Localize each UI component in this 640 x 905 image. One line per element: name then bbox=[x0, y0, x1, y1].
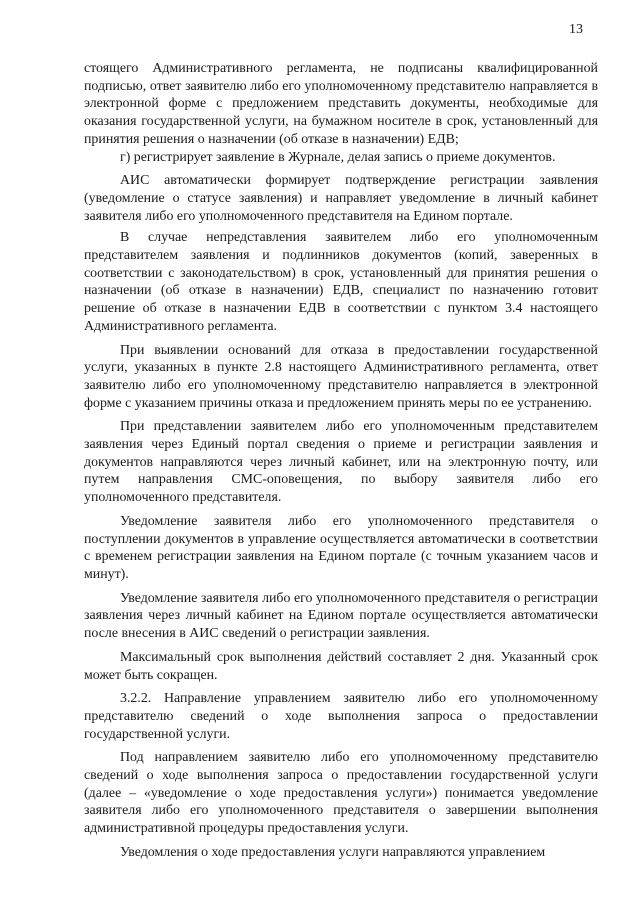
paragraph-continuation: стоящего Административного регламента, не подписаны квалифицированной подписью, ответ заявителю либо его уполномоченному представителю направляется в электронной форме с предложением представить документы, необходимые для оказания государственной услуги, на бумажном носителе в срок, установленный для принятия решения о назначении (об отказе в назначении) ЕДВ; bbox=[84, 61, 598, 147]
paragraph-receipt-notification: Уведомление заявителя либо его уполномоченного представителя о поступлении документов в управление осуществляется автоматически в соответствии с временем регистрации заявления на Едином портале (с точным указанием часов и минут). bbox=[84, 513, 598, 582]
paragraph-progress-notifications: Уведомления о ходе предоставления услуги направляются управлением bbox=[120, 844, 546, 860]
paragraph-refusal-grounds: При выявлении оснований для отказа в предоставлении государственной услуги, указанных в пункте 2.8 настоящего Административного регламента, ответ заявителю либо его уполномоченному представителю направляется в электронной форме с указанием причины отказа и предложением принять меры по ее устранению. bbox=[84, 342, 598, 411]
document-body bbox=[84, 60, 598, 862]
paragraph-item-g: г) регистрирует заявление в Журнале, делая запись о приеме документов. bbox=[120, 149, 556, 165]
paragraph-ais-confirmation: АИС автоматически формирует подтверждение регистрации заявления (уведомление о статусе заявления) и направляет уведомление в личный кабинет заявителя либо его уполномоченного представителя на Едином портале. bbox=[84, 173, 598, 224]
page-number: 13 bbox=[569, 22, 583, 37]
paragraph-submission-portal: При представлении заявителем либо его уполномоченным представителем заявления через Единый портал сведения о приеме и регистрации заявления и документов направляются через личный кабинет, или на электронную почту, или путем направления СМС-оповещения, по выбору заявителя либо его уполномоченного представителя. bbox=[84, 419, 598, 506]
paragraph-max-term: Максимальный срок выполнения действий составляет 2 дня. Указанный срок может быть сокращен. bbox=[84, 649, 598, 683]
section-heading-3-2-2: 3.2.2. Направление управлением заявителю либо его уполномоченному представителю сведений о ходе выполнения запроса о предоставлении государственной услуги. bbox=[84, 691, 598, 742]
paragraph-progress-definition: Под направлением заявителю либо его уполномоченному представителю сведений о ходе выполнения запроса о предоставлении государственной услуги (далее – «уведомление о ходе предоставления услуги») понимается уведомление заявителя либо его уполномоченного представителя о завершении выполнения административной процедуры предоставления услуги. bbox=[84, 750, 598, 837]
paragraph-non-submission: В случае непредставления заявителем либо его уполномоченным представителем заявления и подлинников документов (копий, заверенных в соответствии с законодательством) в срок, установленный для принятия решения о назначении (об отказе в назначении) ЕДВ, специалист по назначению готовит решение об отказе в назначении ЕДВ в соответствии с пунктом 3.4 настоящего Административного регламента. bbox=[84, 230, 598, 334]
paragraph-registration-notification: Уведомление заявителя либо его уполномоченного представителя о регистрации заявления через личный кабинет на Едином портале осуществляется автоматически после внесения в АИС сведений о регистрации заявления. bbox=[84, 590, 598, 642]
